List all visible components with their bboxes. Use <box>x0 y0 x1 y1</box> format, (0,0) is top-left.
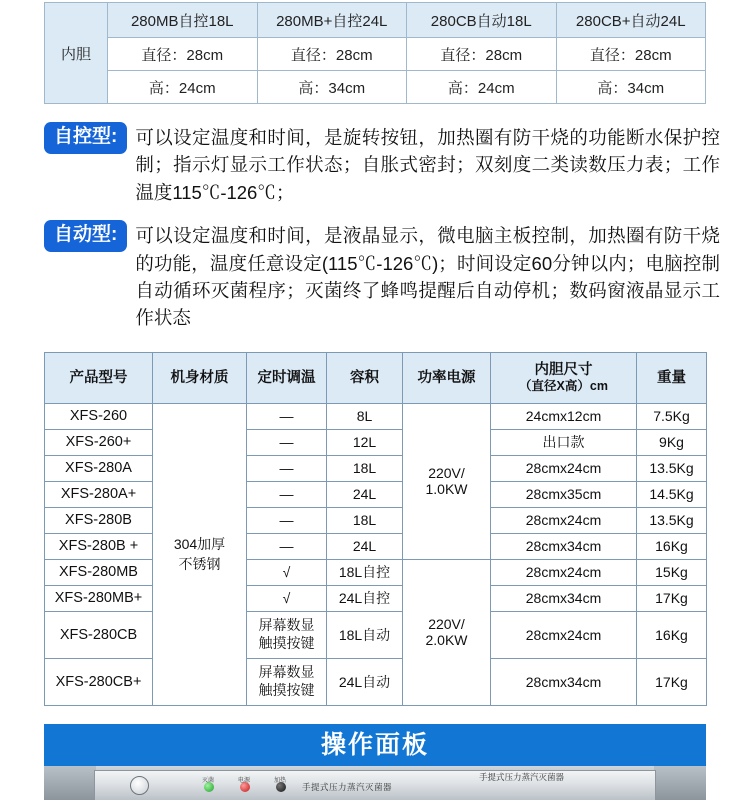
cell-size: 24cmx12cm <box>491 403 637 429</box>
table-row <box>45 507 707 533</box>
cell-size: 28cmx24cm <box>491 611 637 658</box>
top-table-header-cell: 280MB+自控24L <box>257 3 407 38</box>
cell-model: XFS-280B + <box>45 533 153 559</box>
cell-model: XFS-260 <box>45 403 153 429</box>
top-table-row-label: 内胆 <box>45 3 108 104</box>
table-row <box>45 658 707 705</box>
cell-size: 28cmx24cm <box>491 559 637 585</box>
cell-weight: 14.5Kg <box>637 481 707 507</box>
cell-power-2: 220V/ 2.0KW <box>403 559 491 705</box>
cell-volume: 18L自动 <box>327 611 403 658</box>
col-header-timer: 定时调温 <box>247 352 327 403</box>
cell-volume: 24L <box>327 481 403 507</box>
cell-size: 28cmx24cm <box>491 455 637 481</box>
operation-panel-section <box>0 724 750 800</box>
cell-model: XFS-280B <box>45 507 153 533</box>
cell-model: XFS-280A <box>45 455 153 481</box>
cell-size: 28cmx34cm <box>491 658 637 705</box>
cell-material: 304加厚 不锈钢 <box>153 403 247 705</box>
paragraph-block-zidong <box>0 220 750 332</box>
operation-panel-photo <box>44 766 706 800</box>
operation-panel-banner: 操作面板 <box>44 724 706 766</box>
cell-volume: 12L <box>327 429 403 455</box>
cell-weight: 7.5Kg <box>637 403 707 429</box>
top-table-cell: 高：24cm <box>108 71 258 104</box>
table-header-row <box>45 352 707 403</box>
top-table-header-cell: 280CB+自动24L <box>556 3 706 38</box>
table-row <box>45 38 706 71</box>
table-row <box>45 559 707 585</box>
top-table-header-cell: 280MB自控18L <box>108 3 258 38</box>
table-row <box>45 3 706 38</box>
table-row <box>45 429 707 455</box>
top-table-cell: 高：24cm <box>407 71 557 104</box>
table-row <box>45 71 706 104</box>
cell-size: 28cmx24cm <box>491 507 637 533</box>
device-name-label: 手提式压力蒸汽灭菌器 <box>302 781 393 792</box>
table-row <box>45 481 707 507</box>
cell-timer: — <box>247 481 327 507</box>
top-table-cell: 直径：28cm <box>407 38 557 71</box>
knob-label-2: 加热 <box>274 777 287 784</box>
top-table-cell: 高：34cm <box>556 71 706 104</box>
cell-timer: — <box>247 403 327 429</box>
label-badge-zikong: 自控型: <box>44 122 127 154</box>
col-header-size-main: 内胆尺寸 <box>534 361 593 378</box>
top-table-cell: 直径：28cm <box>556 38 706 71</box>
top-table-cell: 直径：28cm <box>108 38 258 71</box>
cell-weight: 13.5Kg <box>637 507 707 533</box>
col-header-size <box>491 352 637 403</box>
cell-timer: — <box>247 533 327 559</box>
cell-timer: — <box>247 455 327 481</box>
knob-label-0: 灭菌 <box>202 777 215 784</box>
top-spec-table-container <box>0 2 750 104</box>
cell-volume: 18L自控 <box>327 559 403 585</box>
cell-volume: 24L自动 <box>327 658 403 705</box>
cell-timer: — <box>247 507 327 533</box>
product-spec-table-container <box>0 352 750 706</box>
cell-timer: 屏幕数显 触摸按键 <box>247 611 327 658</box>
product-spec-table <box>44 352 707 706</box>
col-header-model: 产品型号 <box>45 352 153 403</box>
col-header-weight: 重量 <box>637 352 707 403</box>
knob-label-1: 电源 <box>238 777 251 784</box>
cell-weight: 17Kg <box>637 585 707 611</box>
table-row <box>45 611 707 658</box>
paragraph-text-zidong: 可以设定温度和时间，是液晶显示，微电脑主板控制，加热圈有防干烧的功能，温度任意设定(115℃-126℃)；时间设定60分钟以内；电脑控制自动循环灭菌程序；灭菌终了蜂鸣提醒后自动停机；数码窗液晶显示工作状态 <box>135 225 720 329</box>
cell-weight: 16Kg <box>637 533 707 559</box>
photo-left-edge <box>44 766 96 800</box>
photo-right-edge <box>654 766 706 800</box>
col-header-power: 功率电源 <box>403 352 491 403</box>
cell-weight: 15Kg <box>637 559 707 585</box>
top-table-cell: 高：34cm <box>257 71 407 104</box>
table-row <box>45 403 707 429</box>
cell-model: XFS-280MB <box>45 559 153 585</box>
cell-weight: 16Kg <box>637 611 707 658</box>
cell-volume: 24L <box>327 533 403 559</box>
table-row <box>45 455 707 481</box>
table-row <box>45 533 707 559</box>
paragraph-text-zikong: 可以设定温度和时间，是旋转按钮，加热圈有防干烧的功能断水保护控制；指示灯显示工作状态；自胀式密封；双刻度二类读数压力表；工作温度115℃-126℃； <box>135 127 720 203</box>
table-row <box>45 585 707 611</box>
cell-model: XFS-280MB+ <box>45 585 153 611</box>
device-name-label-right: 手提式压力蒸汽灭菌器 <box>479 771 565 782</box>
cell-volume: 8L <box>327 403 403 429</box>
cell-size: 出口款 <box>491 429 637 455</box>
cell-size: 28cmx34cm <box>491 585 637 611</box>
col-header-material: 机身材质 <box>153 352 247 403</box>
cell-timer: 屏幕数显 触摸按键 <box>247 658 327 705</box>
cell-volume: 18L <box>327 455 403 481</box>
cell-volume: 18L <box>327 507 403 533</box>
col-header-volume: 容积 <box>327 352 403 403</box>
cell-weight: 13.5Kg <box>637 455 707 481</box>
cell-size: 28cmx35cm <box>491 481 637 507</box>
cell-power-1: 220V/ 1.0KW <box>403 403 491 559</box>
cell-model: XFS-280CB+ <box>45 658 153 705</box>
cell-volume: 24L自控 <box>327 585 403 611</box>
cell-timer: — <box>247 429 327 455</box>
top-table-cell: 直径：28cm <box>257 38 407 71</box>
cell-weight: 17Kg <box>637 658 707 705</box>
cell-timer: √ <box>247 559 327 585</box>
cell-size: 28cmx34cm <box>491 533 637 559</box>
cell-model: XFS-280CB <box>45 611 153 658</box>
pressure-gauge-icon <box>130 776 149 795</box>
cell-weight: 9Kg <box>637 429 707 455</box>
col-header-size-sub: （直径X高）cm <box>519 378 608 393</box>
top-spec-table <box>44 2 706 104</box>
label-badge-zidong: 自动型: <box>44 220 127 252</box>
cell-model: XFS-260+ <box>45 429 153 455</box>
top-table-header-cell: 280CB自动18L <box>407 3 557 38</box>
cell-model: XFS-280A+ <box>45 481 153 507</box>
paragraph-block-zikong <box>0 122 750 206</box>
cell-timer: √ <box>247 585 327 611</box>
